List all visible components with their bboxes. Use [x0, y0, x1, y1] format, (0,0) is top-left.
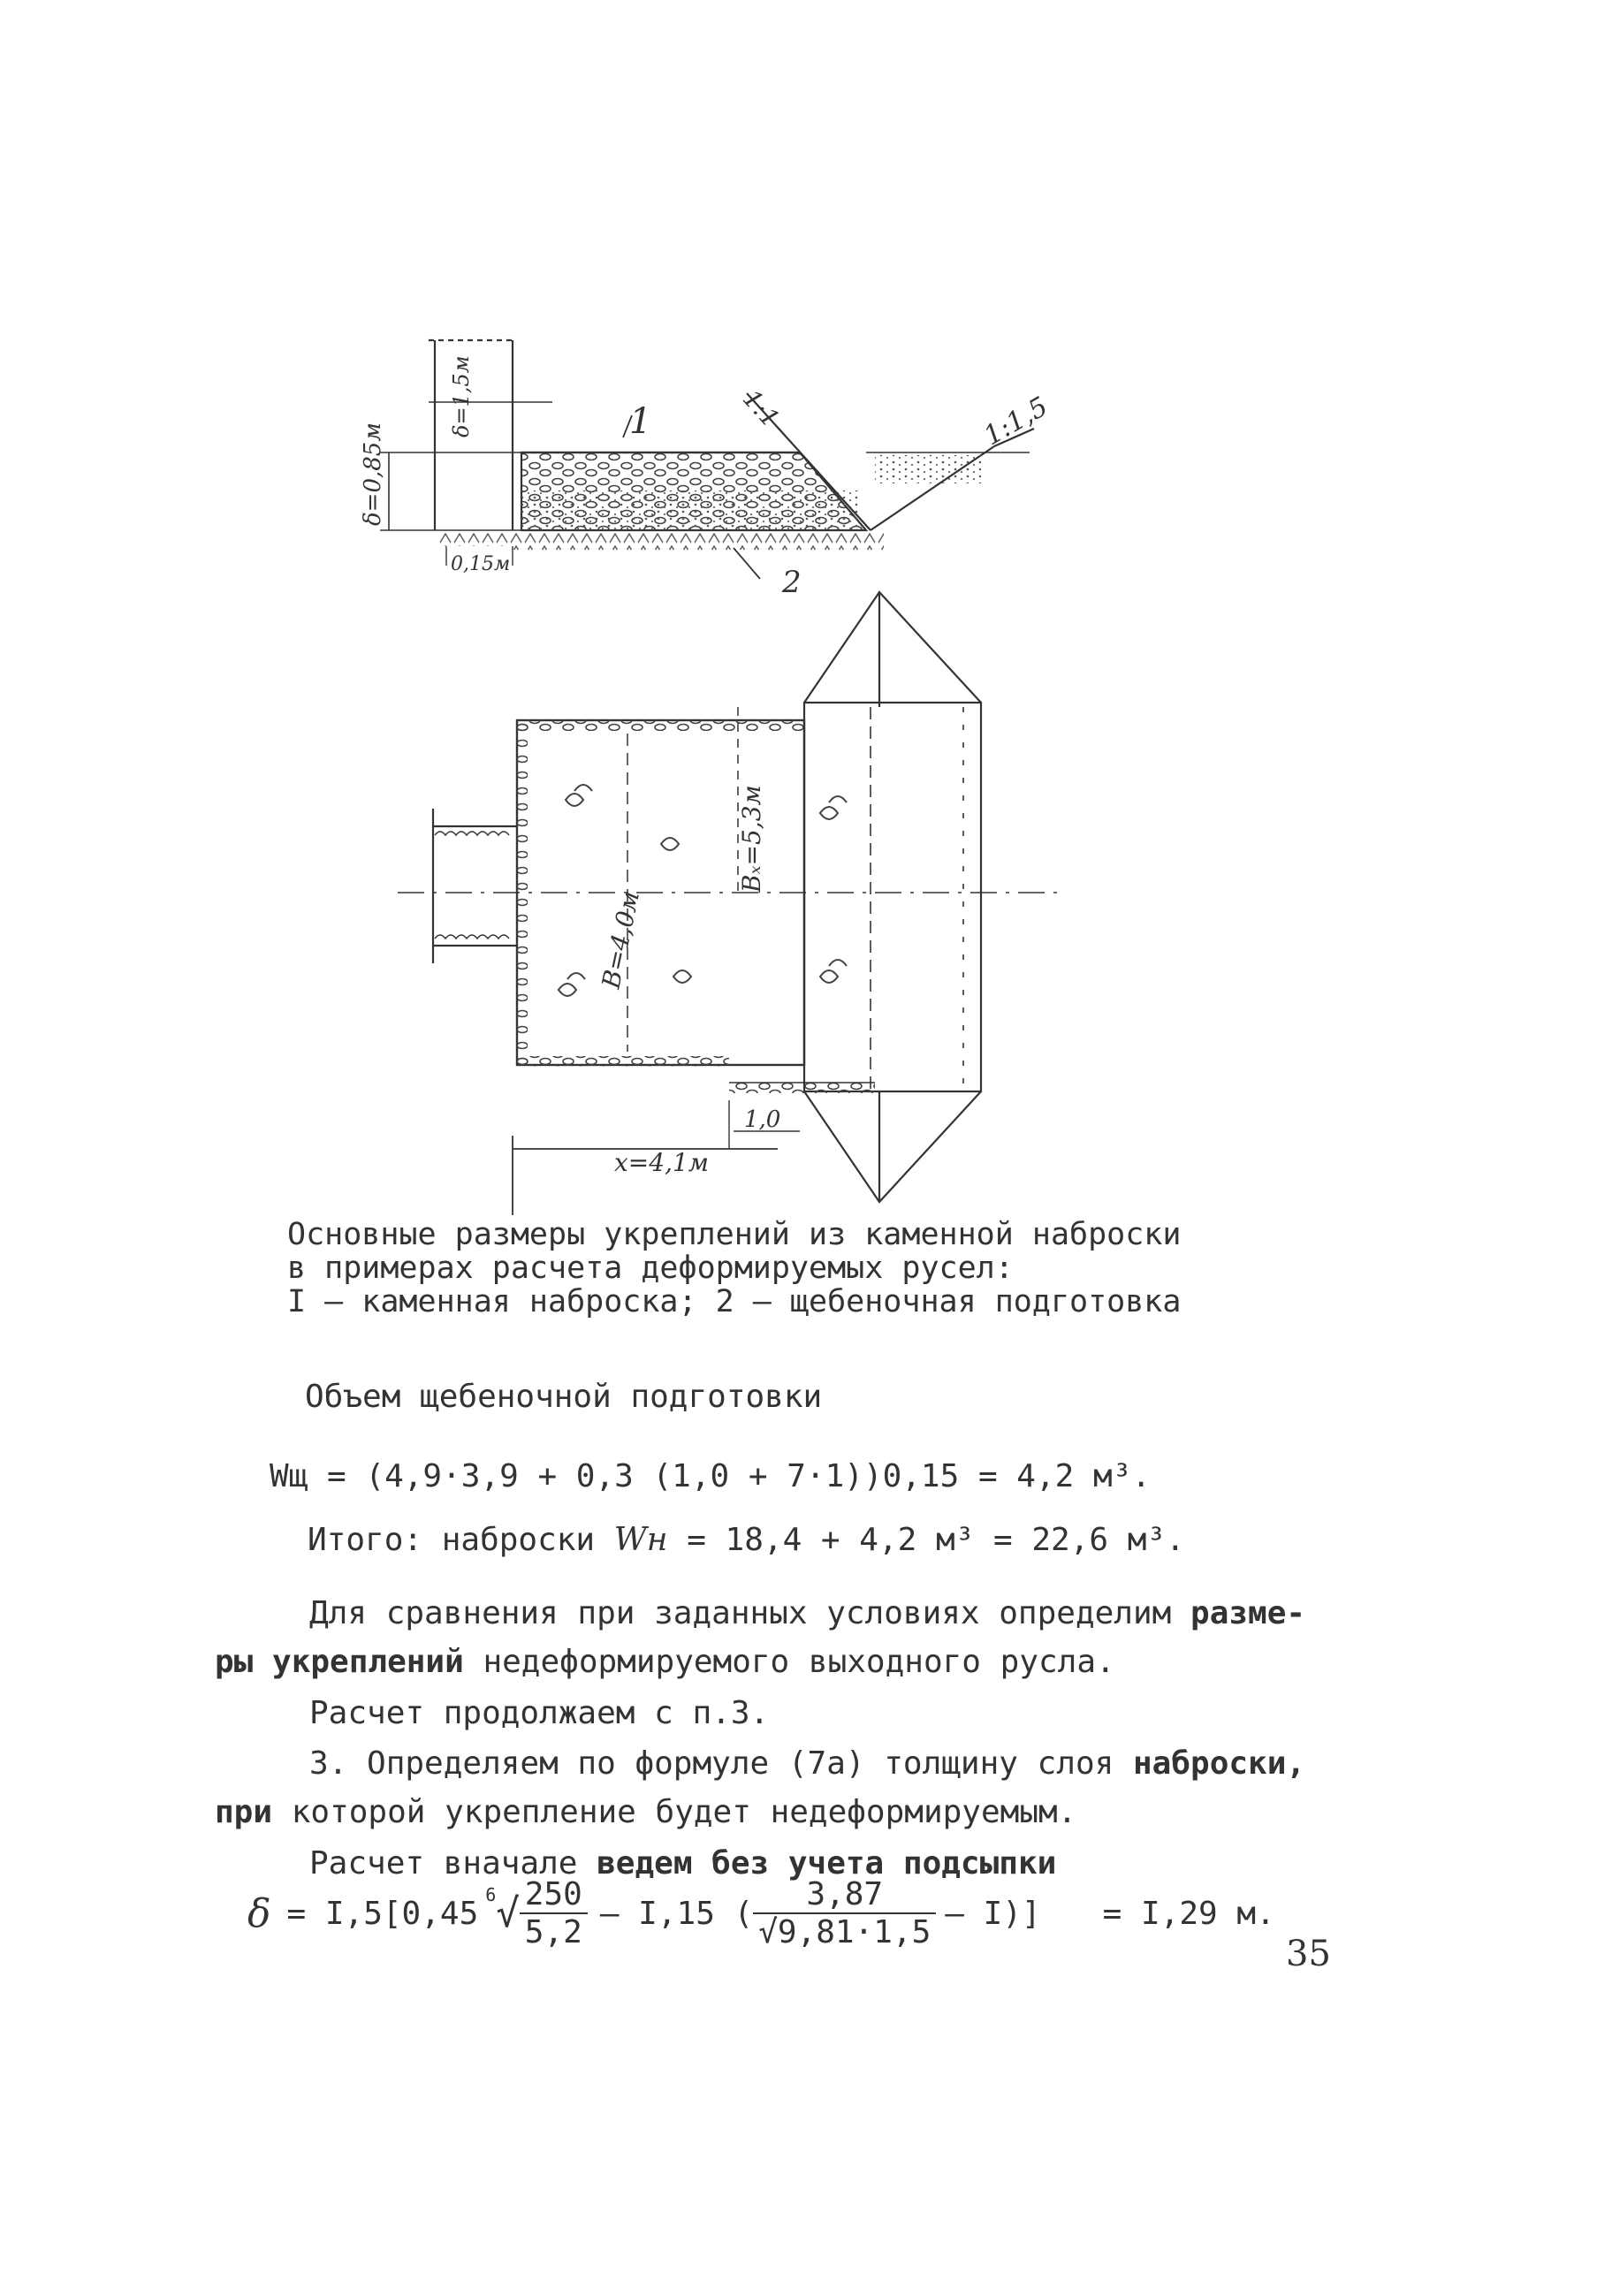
paragraph-1-line-1 — [309, 1595, 1305, 1631]
paragraph-1-line-2 — [215, 1644, 1115, 1680]
slope-label-1-1-5: 1:1,5 — [978, 391, 1053, 452]
para1-bold-2: ры укреплений — [215, 1644, 464, 1680]
para1-bold: разме- — [1190, 1595, 1306, 1631]
total-rhs: = 18,4 + 4,2 м³ = 22,6 м³. — [687, 1522, 1185, 1558]
item-3-line-1 — [309, 1745, 1305, 1782]
fraction-2-denominator: √9,81·1,5 — [758, 1914, 931, 1950]
caption-line-3: I – каменная наброска; 2 – щебеночная подготовка — [287, 1284, 1182, 1319]
dim-delta-15: δ=1,5м — [449, 355, 474, 437]
delta-symbol: δ — [247, 1890, 271, 1936]
figure-caption — [287, 1218, 1277, 1319]
para1-text: Для сравнения при заданных условиях определим — [309, 1595, 1172, 1631]
root-index: 6 — [485, 1884, 497, 1905]
w-n-symbol: Wн — [613, 1522, 668, 1558]
fraction-2-numerator: 3,87 — [753, 1876, 936, 1914]
dim-015: 0,15м — [451, 553, 511, 575]
item3-text: 3. Определяем по формуле (7а) толщину слоя — [309, 1745, 1114, 1782]
slope-label-1-1: 1:1 — [736, 384, 786, 434]
item-3-line-2 — [215, 1794, 1076, 1830]
delta-formula — [247, 1874, 1275, 1953]
formula-result: = I,29 м. — [1102, 1895, 1275, 1932]
total-line — [308, 1522, 1185, 1558]
formula-part-2: – I,15 ( — [599, 1895, 754, 1932]
fraction-1-denominator: 5,2 — [524, 1914, 582, 1950]
fraction-1 — [520, 1876, 588, 1950]
calc-text: Расчет вначале — [309, 1845, 578, 1882]
caption-line-2: в примерах расчета деформируемых русел: — [287, 1251, 1014, 1286]
continue-line: Расчет продолжаем с п.3. — [309, 1695, 770, 1731]
callout-2: 2 — [782, 565, 802, 600]
cross-section — [380, 340, 1034, 579]
item3-bold: наброски, — [1133, 1745, 1306, 1782]
caption-line-1: Основные размеры укреплений из каменной наброски — [287, 1217, 1182, 1252]
w-sch-symbol: Wщ — [270, 1458, 308, 1494]
fraction-1-numerator: 250 — [520, 1876, 588, 1914]
formula-part-1: = I,5[0,45 — [286, 1895, 479, 1932]
equation-w-sch — [270, 1458, 1151, 1494]
w-sch-rhs: = (4,9·3,9 + 0,3 (1,0 + 7·1))0,15 = 4,2 м³. — [327, 1458, 1152, 1494]
plan-view — [398, 592, 1061, 1215]
dim-x-41: x=4,1м — [614, 1148, 709, 1177]
radical-sign: √ — [496, 1890, 520, 1936]
dim-1-0: 1,0 — [744, 1106, 781, 1133]
page-number: 35 — [1286, 1934, 1331, 1974]
fraction-2 — [753, 1876, 936, 1950]
callout-1: 1 — [629, 401, 652, 442]
volume-heading: Объем щебеночной подготовки — [305, 1379, 823, 1415]
dim-b-4: B=4,0м — [596, 888, 646, 992]
formula-part-3: – I)] — [945, 1895, 1041, 1932]
calc-bold: ведем без учета подсыпки — [597, 1845, 1057, 1882]
dim-bn-53: Bₓ=5,3м — [737, 785, 766, 893]
item3-bold-2: при — [215, 1794, 273, 1830]
total-prefix: Итого: наброски — [308, 1522, 596, 1558]
para1-text-2: недеформируемого выходного русла. — [483, 1644, 1115, 1680]
dim-delta-085: δ=0,85м — [360, 422, 386, 526]
item3-text-2: которой укрепление будет недеформируемым. — [291, 1794, 1077, 1830]
